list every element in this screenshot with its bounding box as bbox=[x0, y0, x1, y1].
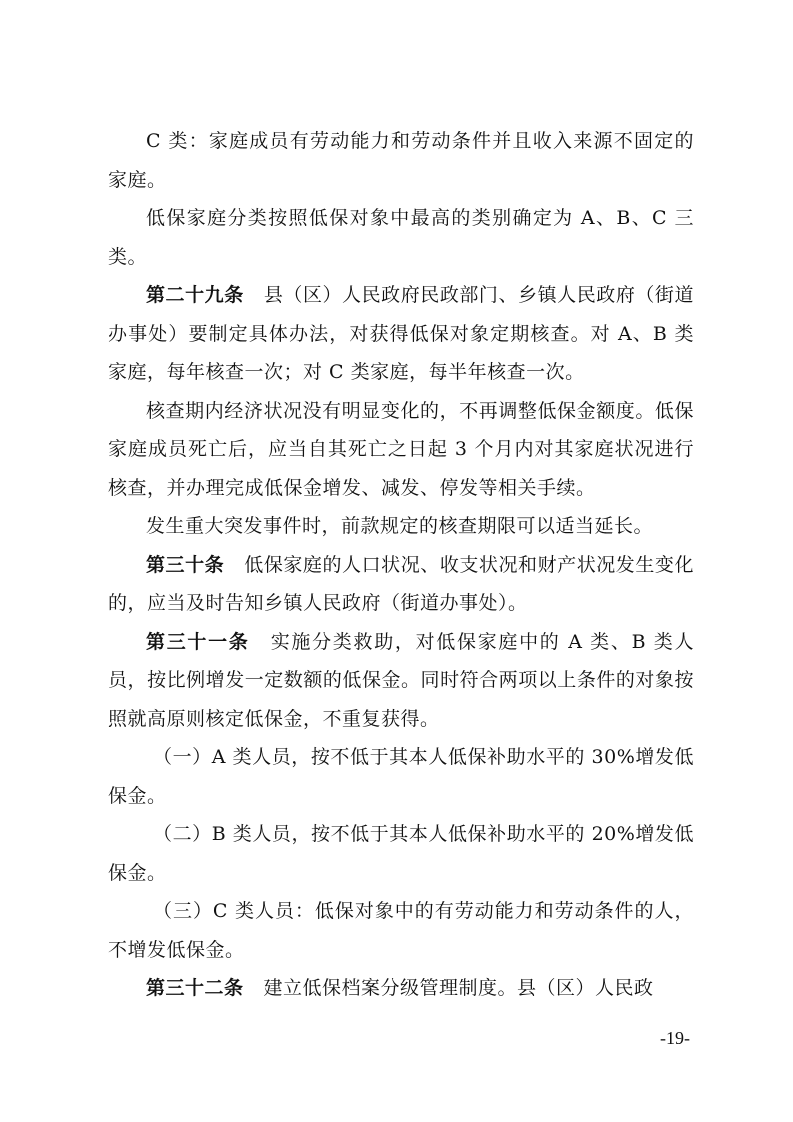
paragraph-category-c bbox=[108, 122, 694, 199]
paragraph-review-period bbox=[108, 392, 694, 508]
article-32 bbox=[108, 969, 694, 1008]
article-30 bbox=[108, 546, 694, 623]
document-body bbox=[108, 122, 694, 1008]
article-number: 第三十二条 bbox=[146, 977, 244, 999]
list-item-1 bbox=[108, 738, 694, 815]
list-item-text: （三）C 类人员：低保对象中的有劳动能力和劳动条件的人，不增发低保金。 bbox=[108, 900, 694, 961]
article-number: 第二十九条 bbox=[146, 284, 244, 306]
list-item-text: （一）A 类人员，按不低于其本人低保补助水平的 30%增发低保金。 bbox=[108, 746, 694, 807]
article-text: 实施分类救助，对低保家庭中的 A 类、B 类人员，按比例增发一定数额的低保金。同时符合两项以上条件的对象按照就高原则核定低保金，不重复获得。 bbox=[108, 630, 694, 730]
list-item-text: （二）B 类人员，按不低于其本人低保补助水平的 20%增发低保金。 bbox=[108, 823, 694, 884]
list-item-3 bbox=[108, 892, 694, 969]
article-number: 第三十一条 bbox=[146, 630, 250, 653]
paragraph-emergency bbox=[108, 507, 694, 546]
paragraph-text: 发生重大突发事件时，前款规定的核查期限可以适当延长。 bbox=[146, 515, 654, 537]
paragraph-text: 核查期内经济状况没有明显变化的，不再调整低保金额度。低保家庭成员死亡后，应当自其死亡之日起 3 个月内对其家庭状况进行核查，并办理完成低保金增发、减发、停发等相关手续。 bbox=[108, 399, 694, 499]
paragraph-classification bbox=[108, 199, 694, 276]
page-number: -19- bbox=[660, 1028, 690, 1048]
article-text: 县（区）人民政府民政部门、乡镇人民政府（街道办事处）要制定具体办法，对获得低保对象定期核查。对 A、B 类家庭，每年核查一次；对 C 类家庭，每半年核查一次。 bbox=[108, 284, 694, 383]
list-item-2 bbox=[108, 815, 694, 892]
article-31 bbox=[108, 623, 694, 739]
paragraph-text: C 类：家庭成员有劳动能力和劳动条件并且收入来源不固定的家庭。 bbox=[108, 130, 694, 191]
article-text: 低保家庭的人口状况、收支状况和财产状况发生变化的，应当及时告知乡镇人民政府（街道办事处）。 bbox=[108, 553, 694, 614]
article-29 bbox=[108, 276, 694, 392]
article-text: 建立低保档案分级管理制度。县（区）人民政 bbox=[263, 977, 654, 999]
paragraph-text: 低保家庭分类按照低保对象中最高的类别确定为 A、B、C 三类。 bbox=[108, 207, 694, 268]
article-number: 第三十条 bbox=[146, 553, 225, 576]
